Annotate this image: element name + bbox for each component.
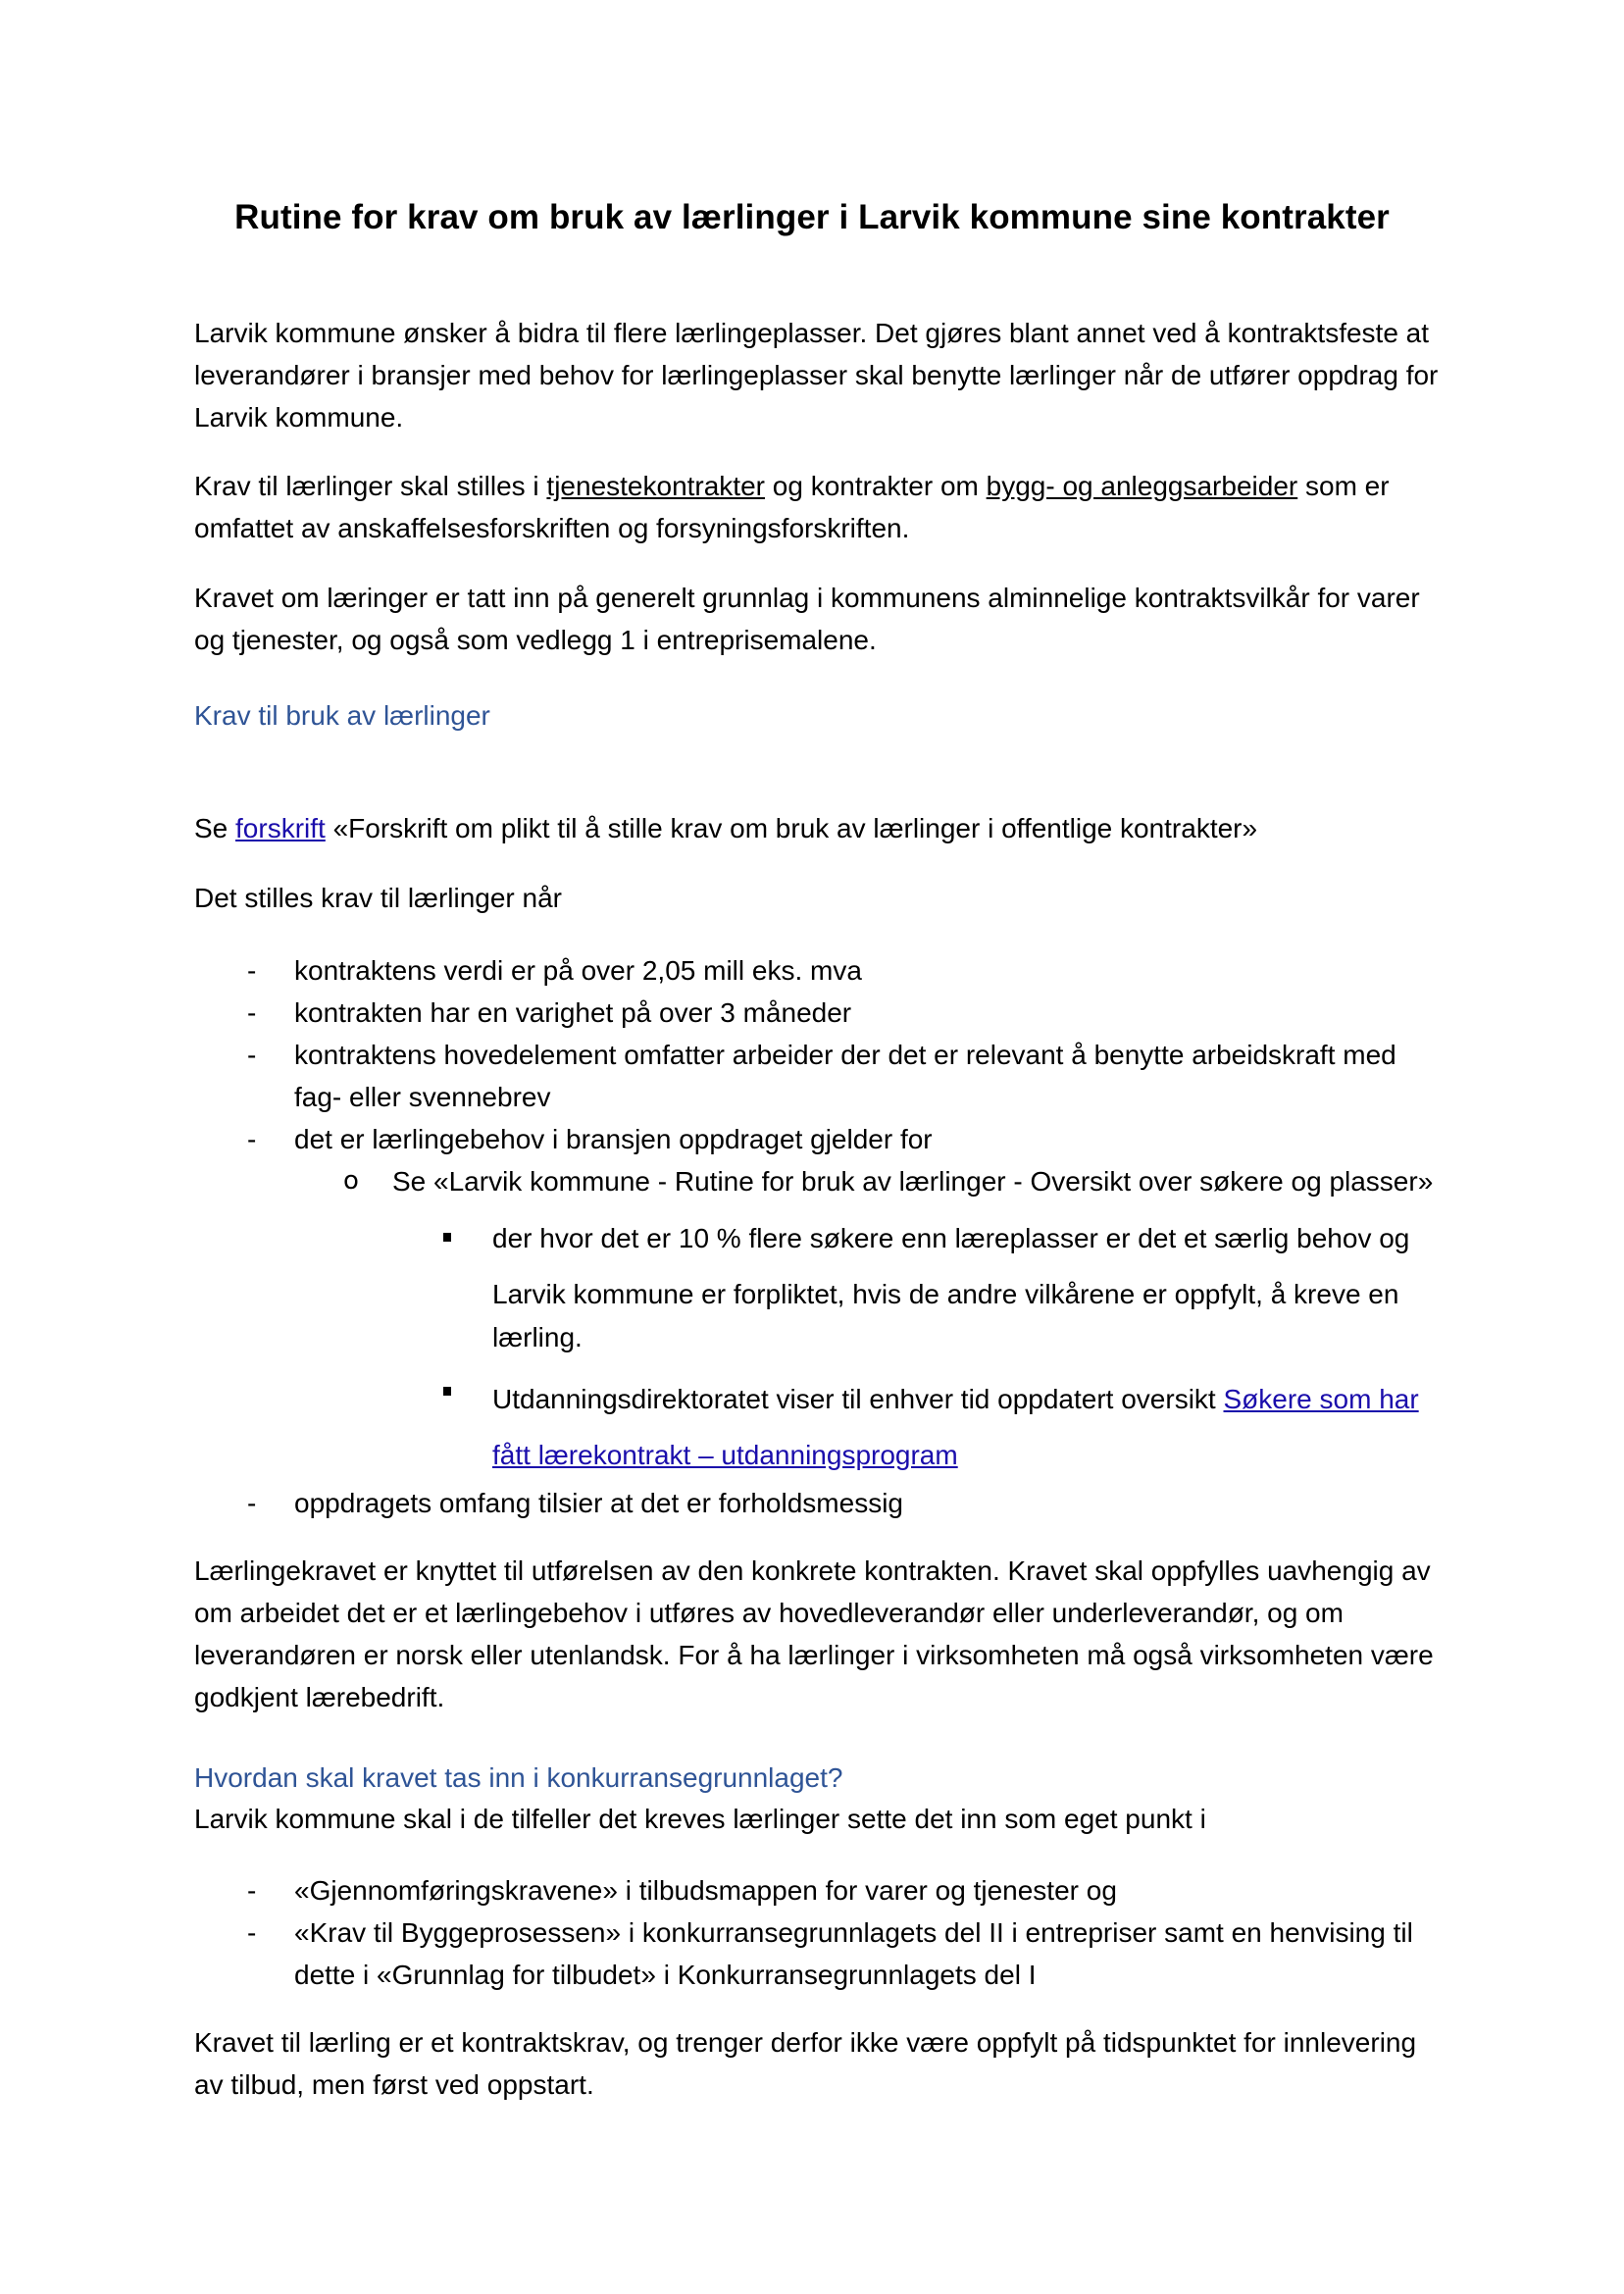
square-bullet-icon — [443, 1387, 451, 1396]
forskrift-link[interactable]: forskrift — [235, 813, 326, 843]
list-item: kontraktens verdi er på over 2,05 mill eks. mva — [294, 955, 862, 986]
intro-p2-text-c: som er omfattet av anskaffelsesforskriften og forsyningsforskriften. — [194, 471, 1390, 543]
subsub-list-item-1: der hvor det er 10 % flere søkere enn læreplasser er det et særlig behov og — [492, 1223, 1410, 1253]
udir-text: Utdanningsdirektoratet viser til enhver tid oppdatert oversikt — [492, 1384, 1224, 1414]
list-item: det er lærlingebehov i bransjen oppdraget gjelder for — [294, 1124, 933, 1154]
forskrift-title: «Forskrift om plikt til å stille krav om bruk av lærlinger i offentlige kontrakter» — [325, 813, 1258, 843]
list-item: «Krav til Byggeprosessen» i konkurransegrunnlagets del II i entrepriser samt en henvising til dette i «Grunnlag for tilbudet» i Konkurransegrunnlagets del I — [294, 1917, 1413, 1990]
list-marker-dash: - — [247, 997, 257, 1028]
intro-paragraph-2 — [194, 465, 1449, 549]
document-title: Rutine for krav om bruk av lærlinger i Larvik kommune sine kontrakter — [234, 198, 1390, 236]
sokere-link[interactable]: Søkere som har — [1223, 1384, 1419, 1414]
list-marker-dash: - — [247, 1488, 257, 1518]
list-item: kontrakten har en varighet på over 3 måneder — [294, 997, 852, 1028]
intro-paragraph-1: Larvik kommune ønsker å bidra til flere lærlingeplasser. Det gjøres blant annet ved å kontraktsfeste at leverandører i bransjer med behov for lærlingeplasser skal benytte lærlinger når de utfører oppdrag for Larvik kommune. — [194, 318, 1439, 433]
section-heading-krav: Krav til bruk av lærlinger — [194, 700, 490, 731]
bygg-og-anleggsarbeider-term: bygg- og anleggsarbeider — [986, 471, 1298, 501]
laerekontrakt-link[interactable]: fått lærekontrakt – utdanningsprogram — [492, 1440, 958, 1470]
list-marker-dash: - — [247, 1124, 257, 1154]
forskrift-reference — [194, 807, 1449, 849]
requirements-lead: Det stilles krav til lærlinger når — [194, 883, 562, 913]
list-marker-dash: - — [247, 1875, 257, 1906]
subsub-list-item-2 — [492, 1371, 1453, 1483]
intro-p2-text-a: Krav til lærlinger skal stilles i — [194, 471, 547, 501]
konkurransegrunnlag-lead: Larvik kommune skal i de tilfeller det kreves lærlinger sette det inn som eget punkt i — [194, 1804, 1206, 1834]
intro-p2-text-b: og kontrakter om — [765, 471, 987, 501]
list-marker-dash: - — [247, 1040, 257, 1070]
intro-paragraph-3: Kravet om læringer er tatt inn på generelt grunnlag i kommunens alminnelige kontraktsvilkår for varer og tjenester, og også som vedlegg 1 i entreprisemalene. — [194, 583, 1420, 655]
sub-list-item: Se «Larvik kommune - Rutine for bruk av lærlinger - Oversikt over søkere og plasser» — [392, 1166, 1434, 1197]
square-bullet-icon — [443, 1233, 451, 1242]
list-item: kontraktens hovedelement omfatter arbeider der det er relevant å benytte arbeidskraft med fag- eller svennebrev — [294, 1040, 1396, 1112]
tjenestekontrakter-term: tjenestekontrakter — [546, 471, 765, 501]
see-prefix: Se — [194, 813, 236, 843]
closing-paragraph: Kravet til lærling er et kontraktskrav, og trenger derfor ikke være oppfylt på tidspunktet for innlevering av tilbud, men først ved oppstart. — [194, 2027, 1417, 2100]
section-heading-konkurransegrunnlag: Hvordan skal kravet tas inn i konkurransegrunnlaget? — [194, 1762, 843, 1793]
list-marker-circle: o — [343, 1166, 359, 1196]
list-marker-dash: - — [247, 1917, 257, 1948]
list-item: oppdragets omfang tilsier at det er forholdsmessig — [294, 1488, 903, 1518]
laerlingekrav-paragraph: Lærlingekravet er knyttet til utførelsen av den konkrete kontrakten. Kravet skal oppfylles uavhengig av om arbeidet det er et lærlingebehov i utføres av hovedleverandør eller underleverandør, og om leverandøren er norsk eller utenlandsk. For å ha lærlinger i virksomheten må også virksomheten være godkjent lærebedrift. — [194, 1555, 1434, 1712]
subsub-list-item-1-continued: Larvik kommune er forpliktet, hvis de andre vilkårene er oppfylt, å kreve en lærling. — [492, 1279, 1399, 1352]
list-item: «Gjennomføringskravene» i tilbudsmappen for varer og tjenester og — [294, 1875, 1117, 1906]
list-marker-dash: - — [247, 955, 257, 986]
